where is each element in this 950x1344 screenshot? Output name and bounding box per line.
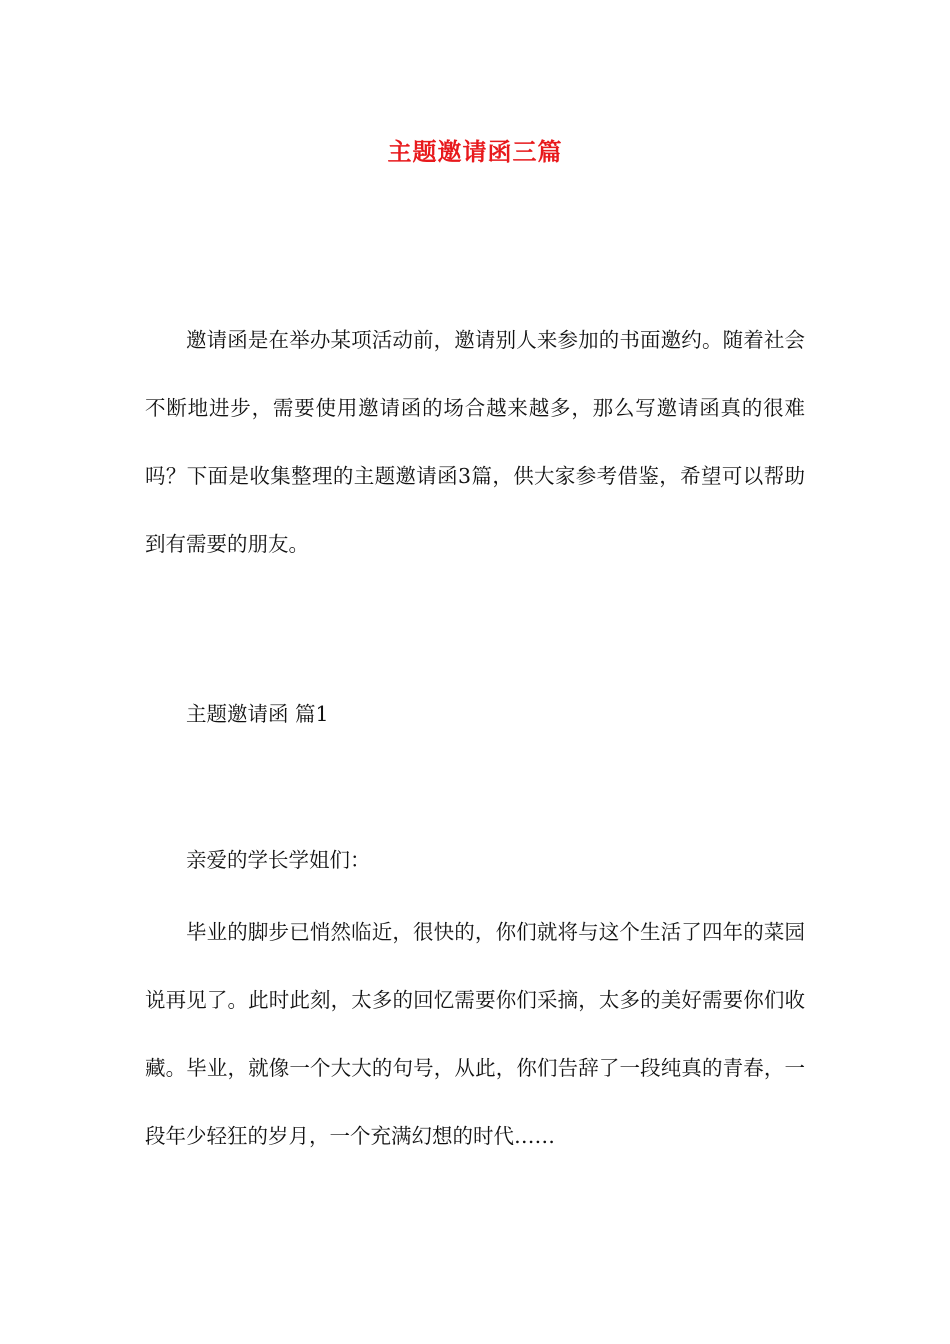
greeting-line: 亲爱的学长学姐们：	[186, 848, 371, 872]
document-title: 主题邀请函三篇	[387, 137, 563, 166]
intro-paragraph: 邀请函是在举办某项活动前，邀请别人来参加的书面邀约。随着社会不断地进步，需要使用邀请函的场合越来越多，那么写邀请函真的很难吗？下面是收集整理的主题邀请函3篇，供大家参考借鉴，希望可以帮助到有需要的朋友。	[145, 328, 805, 556]
section-heading: 主题邀请函 篇1	[186, 702, 329, 726]
body-paragraph: 毕业的脚步已悄然临近，很快的，你们就将与这个生活了四年的菜园说再见了。此时此刻，太多的回忆需要你们采摘，太多的美好需要你们收藏。毕业，就像一个大大的句号，从此，你们告辞了一段纯真的青春，一段年少轻狂的岁月，一个充满幻想的时代……	[145, 920, 805, 1148]
